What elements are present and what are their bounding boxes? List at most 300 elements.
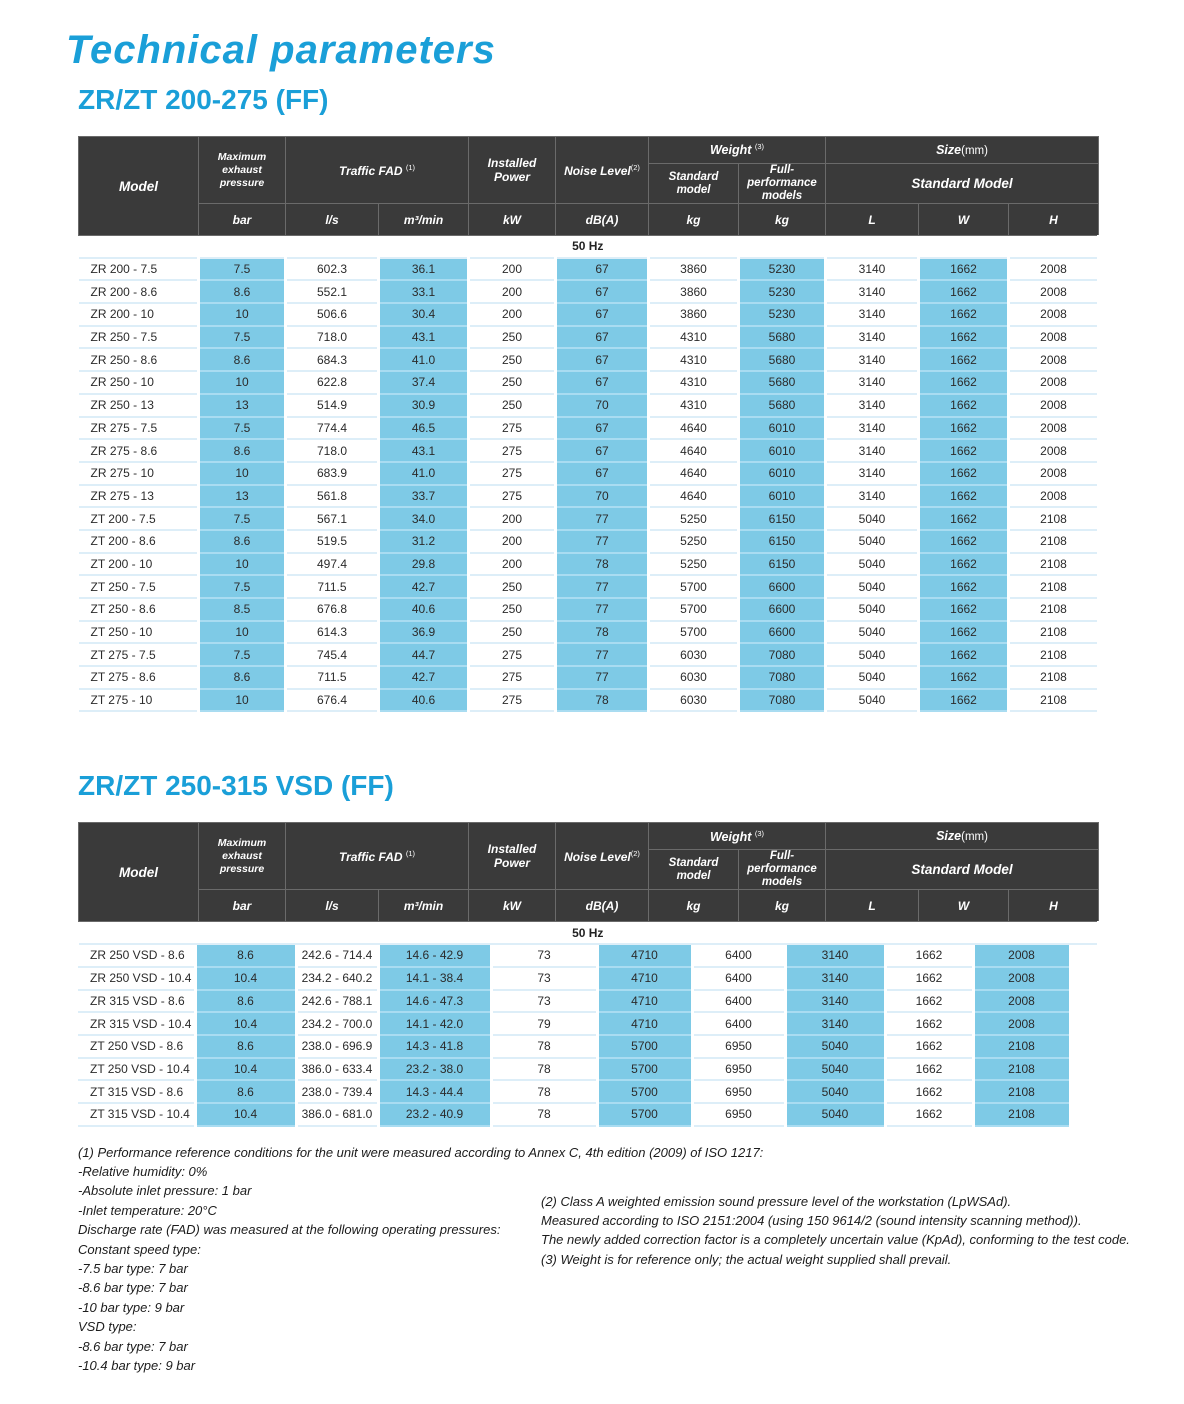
value-cell: 67 [556,303,649,326]
value-cell: 1662 [919,485,1009,508]
value-cell: 1662 [885,990,973,1013]
value-cell: 8.6 [199,439,286,462]
value-cell: 1662 [919,643,1009,666]
value-cell: 1662 [885,945,973,967]
value-cell: 41.0 [379,462,469,485]
value-cell: 5680 [739,348,826,371]
footnote-line: VSD type: [78,1319,137,1335]
value-cell: 275 [469,643,556,666]
unit-kg-standard: kg [649,890,739,922]
value-cell: 5700 [649,575,739,598]
page-title: Technical parameters [66,28,496,72]
value-cell: 7080 [739,666,826,689]
value-cell: 6030 [649,666,739,689]
value-cell: 23.2 - 38.0 [378,1058,491,1081]
value-cell: 2008 [973,1012,1070,1035]
value-cell: 6150 [739,530,826,553]
value-cell: 77 [556,643,649,666]
value-cell: 34.0 [379,507,469,530]
header-weight [649,137,826,164]
header-max-exhaust-pressure: Maximum exhaust pressure [199,137,286,204]
model-cell: ZR 250 - 7.5 [79,326,199,349]
value-cell: 4710 [597,967,692,990]
table-row [79,303,1099,326]
value-cell: 5700 [597,1103,692,1126]
value-cell: 6950 [692,1058,785,1081]
header-installed-power: Installed Power [469,823,556,890]
table-row [79,507,1099,530]
value-cell: 1662 [919,553,1009,576]
table-row [79,553,1099,576]
value-cell: 250 [469,621,556,644]
value-cell: 8.6 [199,666,286,689]
header-installed-power: Installed Power [469,137,556,204]
model-cell: ZT 250 - 7.5 [79,575,199,598]
value-cell: 67 [556,439,649,462]
footnote-line: (3) Weight is for reference only; the actual weight supplied shall prevail. [541,1251,952,1267]
value-cell: 14.1 - 42.0 [378,1012,491,1035]
model-cell: ZT 250 - 10 [79,621,199,644]
value-cell: 77 [556,530,649,553]
model-cell: ZR 250 VSD - 10.4 [78,967,195,990]
value-cell: 5700 [649,598,739,621]
value-cell: 5040 [826,575,919,598]
value-cell: 5040 [826,643,919,666]
model-cell: ZT 200 - 10 [79,553,199,576]
value-cell: 1662 [919,621,1009,644]
value-cell: 6400 [692,990,785,1013]
table-row [79,348,1099,371]
model-cell: ZT 275 - 8.6 [79,666,199,689]
value-cell: 2108 [1009,507,1099,530]
value-cell: 37.4 [379,371,469,394]
header-size-standard-model: Standard Model [826,164,1099,204]
value-cell: 1662 [919,417,1009,440]
size-unit-label: (mm) [961,831,988,844]
value-cell: 238.0 - 696.9 [296,1035,378,1058]
table-row [79,439,1099,462]
value-cell: 200 [469,258,556,281]
value-cell: 67 [556,417,649,440]
value-cell: 67 [556,326,649,349]
value-cell: 10.4 [195,967,296,990]
table-row [79,530,1099,553]
unit-kw: kW [469,890,556,922]
unit-ls: l/s [286,890,379,922]
model-cell: ZR 250 - 10 [79,371,199,394]
unit-kg-full: kg [739,890,826,922]
header-weight [649,823,826,850]
value-cell: 3140 [785,945,885,967]
footnote-line: -8.6 bar type: 7 bar [78,1280,188,1296]
value-cell: 1662 [919,507,1009,530]
model-cell: ZT 250 VSD - 10.4 [78,1058,195,1081]
unit-m3min: m³/min [379,204,469,236]
value-cell: 614.3 [286,621,379,644]
value-cell: 1662 [885,1080,973,1103]
value-cell: 2008 [1009,348,1099,371]
value-cell: 3140 [826,258,919,281]
table-row [79,371,1099,394]
header-model: Model [79,137,199,236]
value-cell: 13 [199,485,286,508]
header-weight-full-performance: Full-performance models [739,164,826,204]
value-cell: 506.6 [286,303,379,326]
table-row [78,1103,1070,1126]
unit-dba: dB(A) [556,890,649,922]
table-row [79,280,1099,303]
value-cell: 3140 [826,348,919,371]
value-cell: 2008 [1009,394,1099,417]
value-cell: 3140 [826,303,919,326]
value-cell: 7.5 [199,575,286,598]
value-cell: 2108 [1009,643,1099,666]
model-cell: ZR 250 - 13 [79,394,199,417]
value-cell: 1662 [919,348,1009,371]
model-cell: ZR 315 VSD - 10.4 [78,1012,195,1035]
size-label: Size [936,829,962,844]
table-row [79,621,1099,644]
unit-ls: l/s [286,204,379,236]
value-cell: 10.4 [195,1058,296,1081]
value-cell: 2008 [1009,280,1099,303]
table-row [79,326,1099,349]
footnote-line: -10.4 bar type: 9 bar [78,1358,196,1374]
value-cell: 8.6 [195,945,296,967]
value-cell: 41.0 [379,348,469,371]
header-weight-standard: Standard model [649,164,739,204]
value-cell: 7.5 [199,417,286,440]
value-cell: 8.6 [199,530,286,553]
header-traffic-fad [286,137,469,204]
section-2-subtitle: ZR/ZT 250-315 VSD (FF) [78,770,394,802]
value-cell: 10 [199,553,286,576]
weight-note: (3) [754,142,765,152]
unit-m3min: m³/min [379,890,469,922]
value-cell: 4310 [649,326,739,349]
value-cell: 1662 [919,394,1009,417]
unit-bar: bar [199,890,286,922]
spec-table-2-body [78,945,1072,1127]
value-cell: 250 [469,371,556,394]
value-cell: 1662 [919,598,1009,621]
value-cell: 5700 [597,1058,692,1081]
value-cell: 5040 [785,1035,885,1058]
value-cell: 5040 [785,1103,885,1126]
value-cell: 8.6 [195,1035,296,1058]
frequency-band: 50 Hz [79,236,1099,258]
value-cell: 8.6 [199,280,286,303]
value-cell: 2108 [1009,666,1099,689]
value-cell: 30.9 [379,394,469,417]
value-cell: 5250 [649,553,739,576]
value-cell: 711.5 [286,666,379,689]
value-cell: 7080 [739,643,826,666]
unit-bar: bar [199,204,286,236]
footnote-line: -Inlet temperature: 20°C [78,1202,217,1218]
unit-height: H [1009,204,1099,236]
value-cell: 5700 [597,1035,692,1058]
value-cell: 2108 [973,1035,1070,1058]
value-cell: 3860 [649,280,739,303]
frequency-band-row [79,236,1099,258]
value-cell: 5040 [826,507,919,530]
model-cell: ZT 315 VSD - 10.4 [78,1103,195,1126]
value-cell: 73 [491,967,597,990]
value-cell: 242.6 - 714.4 [296,945,378,967]
footnotes-right-column [541,1192,1130,1270]
value-cell: 6600 [739,598,826,621]
value-cell: 6010 [739,485,826,508]
value-cell: 5700 [597,1080,692,1103]
value-cell: 2108 [973,1103,1070,1126]
value-cell: 2008 [1009,303,1099,326]
value-cell: 5040 [826,553,919,576]
value-cell: 73 [491,990,597,1013]
value-cell: 200 [469,530,556,553]
value-cell: 711.5 [286,575,379,598]
footnote-line: The newly added correction factor is a completely uncertain value (KpAd), conforming to the test code. [541,1232,1130,1248]
value-cell: 2008 [1009,258,1099,281]
value-cell: 6950 [692,1035,785,1058]
model-cell: ZT 200 - 7.5 [79,507,199,530]
value-cell: 23.2 - 40.9 [378,1103,491,1126]
value-cell: 40.6 [379,598,469,621]
value-cell: 10 [199,621,286,644]
footnotes [78,1143,1138,1376]
value-cell: 3140 [785,1012,885,1035]
value-cell: 73 [491,945,597,967]
value-cell: 275 [469,439,556,462]
model-cell: ZT 250 VSD - 8.6 [78,1035,195,1058]
traffic-fad-label: Traffic FAD [338,163,403,178]
table-row [79,258,1099,281]
value-cell: 78 [491,1080,597,1103]
table-row [78,990,1070,1013]
value-cell: 8.6 [199,348,286,371]
value-cell: 4640 [649,439,739,462]
value-cell: 5040 [826,598,919,621]
value-cell: 14.3 - 41.8 [378,1035,491,1058]
value-cell: 33.1 [379,280,469,303]
value-cell: 6030 [649,689,739,712]
header-model: Model [79,823,199,922]
value-cell: 1662 [919,303,1009,326]
footnote-line: -10 bar type: 9 bar [78,1299,185,1315]
value-cell: 774.4 [286,417,379,440]
value-cell: 77 [556,507,649,530]
value-cell: 2108 [1009,621,1099,644]
footnote-line: (1) Performance reference conditions for the unit were measured according to Annex C, 4th edition (2009) of ISO 1217: [78,1144,764,1160]
value-cell: 3140 [826,371,919,394]
value-cell: 4640 [649,462,739,485]
value-cell: 2008 [1009,326,1099,349]
value-cell: 4710 [597,990,692,1013]
value-cell: 78 [556,621,649,644]
value-cell: 10 [199,371,286,394]
weight-label: Weight [709,143,752,158]
value-cell: 7080 [739,689,826,712]
table-row [79,643,1099,666]
value-cell: 4310 [649,394,739,417]
value-cell: 275 [469,485,556,508]
value-cell: 14.1 - 38.4 [378,967,491,990]
unit-dba: dB(A) [556,204,649,236]
value-cell: 1662 [919,326,1009,349]
value-cell: 3140 [826,462,919,485]
value-cell: 234.2 - 700.0 [296,1012,378,1035]
value-cell: 67 [556,462,649,485]
value-cell: 676.4 [286,689,379,712]
header-size [826,137,1099,164]
noise-level-note: (2) [630,848,640,858]
value-cell: 1662 [919,371,1009,394]
value-cell: 683.9 [286,462,379,485]
value-cell: 5680 [739,326,826,349]
footnote-line: Measured according to ISO 2151:2004 (using 150 9614/2 (sound intensity scanning method)). [541,1213,1082,1229]
value-cell: 250 [469,598,556,621]
header-traffic-fad [286,823,469,890]
value-cell: 7.5 [199,643,286,666]
value-cell: 1662 [919,280,1009,303]
noise-level-label: Noise Level [564,163,631,178]
value-cell: 684.3 [286,348,379,371]
value-cell: 745.4 [286,643,379,666]
value-cell: 29.8 [379,553,469,576]
value-cell: 13 [199,394,286,417]
value-cell: 3860 [649,258,739,281]
value-cell: 2108 [1009,689,1099,712]
value-cell: 4640 [649,417,739,440]
noise-level-label: Noise Level [564,849,631,864]
table-row [78,945,1070,967]
value-cell: 2008 [1009,462,1099,485]
value-cell: 5700 [649,621,739,644]
value-cell: 6010 [739,462,826,485]
value-cell: 676.8 [286,598,379,621]
unit-kg-full: kg [739,204,826,236]
value-cell: 5040 [826,530,919,553]
model-cell: ZT 275 - 10 [79,689,199,712]
footnote-line: -Relative humidity: 0% [78,1164,208,1180]
table-row [78,1035,1070,1058]
value-cell: 3140 [826,417,919,440]
value-cell: 514.9 [286,394,379,417]
value-cell: 238.0 - 739.4 [296,1080,378,1103]
model-cell: ZR 275 - 8.6 [79,439,199,462]
unit-length: L [826,204,919,236]
value-cell: 44.7 [379,643,469,666]
value-cell: 77 [556,598,649,621]
value-cell: 70 [556,394,649,417]
value-cell: 10 [199,689,286,712]
table-row [79,666,1099,689]
value-cell: 1662 [885,1103,973,1126]
footnote-line: Constant speed type: [78,1241,201,1257]
value-cell: 250 [469,326,556,349]
footnote-line: -8.6 bar type: 7 bar [78,1338,188,1354]
value-cell: 200 [469,553,556,576]
value-cell: 718.0 [286,439,379,462]
value-cell: 3860 [649,303,739,326]
value-cell: 5230 [739,280,826,303]
value-cell: 5680 [739,371,826,394]
value-cell: 3140 [826,280,919,303]
unit-kw: kW [469,204,556,236]
value-cell: 2108 [1009,530,1099,553]
value-cell: 3140 [826,394,919,417]
value-cell: 67 [556,280,649,303]
value-cell: 3140 [785,967,885,990]
value-cell: 3140 [826,439,919,462]
value-cell: 250 [469,348,556,371]
value-cell: 3140 [785,990,885,1013]
value-cell: 602.3 [286,258,379,281]
value-cell: 2108 [1009,598,1099,621]
value-cell: 7.5 [199,326,286,349]
table-row [79,394,1099,417]
traffic-fad-note: (1) [405,162,416,172]
spec-table-2-header [78,822,1100,945]
value-cell: 519.5 [286,530,379,553]
value-cell: 561.8 [286,485,379,508]
value-cell: 6030 [649,643,739,666]
value-cell: 36.1 [379,258,469,281]
value-cell: 78 [556,553,649,576]
table-row [79,598,1099,621]
value-cell: 2008 [973,967,1070,990]
model-cell: ZT 200 - 8.6 [79,530,199,553]
unit-width: W [919,890,1009,922]
value-cell: 1662 [919,689,1009,712]
model-cell: ZR 200 - 10 [79,303,199,326]
value-cell: 4310 [649,371,739,394]
table-row [79,689,1099,712]
model-cell: ZR 250 - 8.6 [79,348,199,371]
footnote-line: Discharge rate (FAD) was measured at the following operating pressures: [78,1222,501,1238]
unit-kg-standard: kg [649,204,739,236]
header-size [826,823,1099,850]
value-cell: 78 [556,689,649,712]
value-cell: 78 [491,1035,597,1058]
header-max-exhaust-pressure: Maximum exhaust pressure [199,823,286,890]
value-cell: 5040 [826,621,919,644]
section-1-subtitle: ZR/ZT 200-275 (FF) [78,84,329,115]
value-cell: 5230 [739,258,826,281]
value-cell: 1662 [919,666,1009,689]
value-cell: 1662 [885,1058,973,1081]
value-cell: 1662 [919,575,1009,598]
value-cell: 10 [199,462,286,485]
value-cell: 6010 [739,417,826,440]
model-cell: ZT 250 - 8.6 [79,598,199,621]
header-noise-level [556,823,649,890]
value-cell: 6150 [739,553,826,576]
model-cell: ZR 275 - 13 [79,485,199,508]
table-row [79,462,1099,485]
value-cell: 5680 [739,394,826,417]
value-cell: 250 [469,575,556,598]
value-cell: 43.1 [379,439,469,462]
footnote-line: (2) Class A weighted emission sound pressure level of the workstation (LpWSAd). [541,1193,1012,1209]
value-cell: 200 [469,303,556,326]
value-cell: 6010 [739,439,826,462]
model-cell: ZR 200 - 8.6 [79,280,199,303]
value-cell: 36.9 [379,621,469,644]
value-cell: 386.0 - 633.4 [296,1058,378,1081]
frequency-band-row [79,922,1099,944]
model-cell: ZR 200 - 7.5 [79,258,199,281]
